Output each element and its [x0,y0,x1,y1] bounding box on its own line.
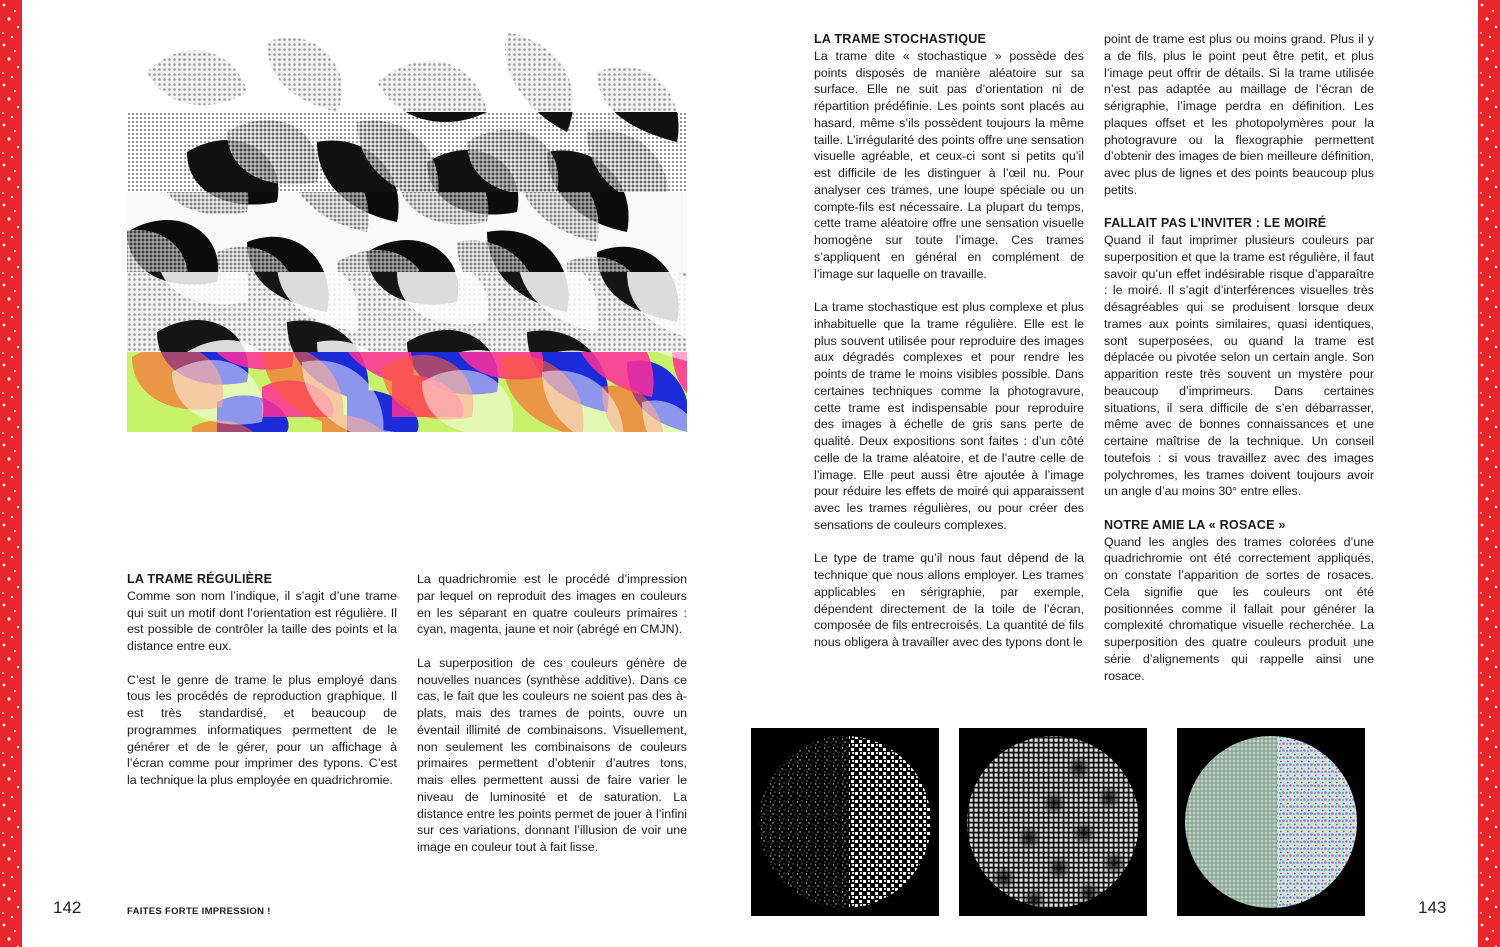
moire-loupe-graphic [959,728,1147,916]
body-paragraph: Quand il faut imprimer plusieurs couleurs par superposition et que la trame est régulière, il faut savoir qu’un effet indésirable risque d’apparaître : le moiré. Il s’agit d’interférences visuelles très désagréables qui se produisent lorsque deux trames aux points similaires, quasi identiques, sont superposées, ou quand la trame est déplacée ou pivotée selon un certain angle. Son apparition reste très souvent un mystère pour beaucoup d’imprimeurs. Dans certaines situations, il sera difficile de s’en débarrasser, même avec de bonnes connaissances et une certaine maîtrise de la technique. Un conseil toutefois : si vous travaillez avec des images polychromes, les trames doivent toujours avoir un angle d’au moins 30° entre elles. [1104,233,1374,499]
edge-speckle-pattern [1478,0,1500,947]
body-paragraph: La quadrichromie est le procédé d’impression par lequel on reproduit des images en couleurs en les séparant en quatre couleurs primaires : cyan, magenta, jaune et noir (abrégé en CMJN). [417,572,687,637]
left-column-2 [417,571,687,856]
page-number-left: 142 [53,898,82,917]
body-paragraph: Le type de trame qu’il nous faut dépend de la technique que nous allons employer. Les trames applicables en sérigraphie, par exemple, dépendent directement de la toile de l’écran, composée de fils entrecroisés. La quantité de fils nous obligera à travailler avec des typons dont le [814,551,1084,649]
body-paragraph: Comme son nom l’indique, il s’agit d’une trame qui suit un motif dont l’orientation est régulière. Il est possible de contrôler la taille des points et la distance entre eux. [127,588,397,653]
edge-speckle-pattern [0,0,22,947]
body-paragraph: La superposition de ces couleurs génère de nouvelles nuances (synthèse additive). Dans ce cas, le fait que les couleurs ne soient pas des à-plats, mais des trames de points, ouvre un éventail illimité de combinaisons. Visuellement, non seulement les combinaisons de couleurs primaires permettent d’obtenir d’autres tons, mais elles permettent aussi de faire varier le niveau de luminosité et de saturation. La distance entre les points permet de jouer à l’infini sur ces variations, donnant l’illusion de voir une image en couleur tout à fait lisse. [417,655,687,854]
right-column-1 [814,31,1084,651]
page-number-right: 143 [1418,898,1447,917]
body-paragraph: La trame dite « stochastique » possède des points disposés de manière aléatoire sur sa surface. Elle ne suit pas d’orientation ni de répartition prédéfinie. Les points sont placés au hasard, même s’ils possèdent toujours la même taille. L’irrégularité des points offre une sensation visuelle agréable, et ceux-ci sont si petits qu’il est difficile de les distinguer à l’œil nu. Pour analyser ces trames, une loupe spéciale ou un compte-fils est nécessaire. La plupart du temps, cette trame aléatoire offre une sensation visuelle homogène sur toute l’image. Ces trames s’appliquent en général en complément de l’image sur laquelle on travaille. [814,48,1084,281]
right-column-2 [1104,31,1374,684]
halftone-illustration [127,32,687,432]
halftone-strips-graphic [127,32,687,432]
running-footer: FAITES FORTE IMPRESSION ! [127,906,271,917]
right-page-edge [1478,0,1500,947]
section-title: FALLAIT PAS L’INVITER : LE MOIRÉ [1104,216,1327,231]
stochastic-loupe-graphic [751,728,939,916]
body-paragraph: La trame stochastique est plus complexe et plus inhabituelle que la trame régulière. Elle est le plus souvent utilisée pour reproduire des images aux dégradés complexes et pour rendre les points de trame le moins visibles possible. Dans certaines techniques comme la photogravure, cette trame est indispensable pour reproduire des images à échelle de gris sans perte de qualité. Deux expositions sont faites : d’un côté celle de la trame aléatoire, et de l’autre celle de l’image. Elle peut aussi être ajoutée à l’image pour réduire les effets de moiré qui apparaissent avec les trames régulières, ou pour créer des sensations de couleurs complexes. [814,300,1084,532]
loupe-image-rosette [1177,728,1365,916]
section-title: LA TRAME STOCHASTIQUE [814,32,987,46]
left-column-1 [127,571,397,789]
section-title: NOTRE AMIE LA « ROSACE » [1104,517,1286,532]
left-page-edge [0,0,22,947]
rosette-loupe-graphic [1177,728,1365,916]
body-paragraph: point de trame est plus ou moins grand. Plus il y a de fils, plus le point peut être petit, et plus l’image peut offrir de détails. Si la trame utilisée n’est pas adaptée au maillage de l’écran de sérigraphie, l’image perdra en définition. Les plaques offset et les photopolymères pour la photogravure ou la flexographie permettent d’obtenir des images de bien meilleure définition, avec plus de lignes et des points beaucoup plus petits. [1104,32,1374,197]
loupe-image-moire [959,728,1147,916]
body-paragraph: C’est le genre de trame le plus employé dans tous les procédés de reproduction graphique. Il est très standardisé, et beaucoup de programmes informatiques permettent de le générer et de le gérer, pour un affichage à l’écran comme pour imprimer des typons. C’est la technique la plus employée en quadrichromie. [127,672,397,787]
loupe-image-stochastic [751,728,939,916]
body-paragraph: Quand les angles des trames colorées d’une quadrichromie ont été correctement appliqués, on constate l’apparition de sortes de rosaces. Cela signifie que les couleurs ont été positionnées comme il fallait pour générer la complexité chromatique visuelle recherchée. La superposition des quatre couleurs produit une série d’alignements qui rappelle ainsi une rosace. [1104,534,1374,683]
section-title: LA TRAME RÉGULIÈRE [127,572,273,586]
